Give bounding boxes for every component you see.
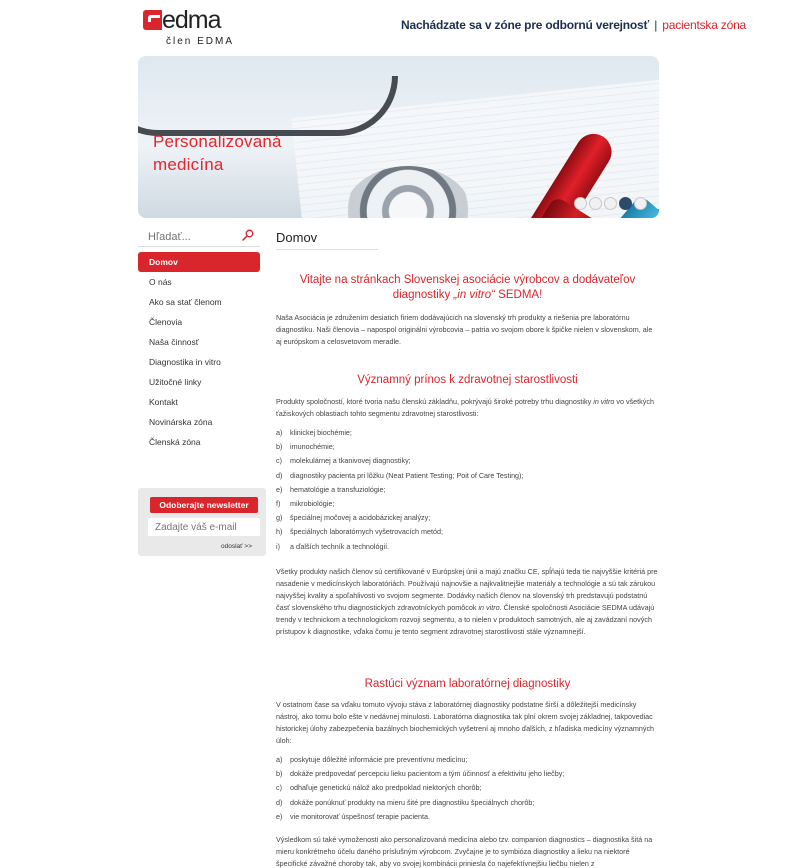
newsletter-box [138,488,266,556]
list-item [276,440,659,454]
products-text-a: Produkty spoločností, ktoré tvoria našu členskú základňu, pokrývajú široké potreby trhu diagnostiky [276,397,594,406]
welcome-text-b: SEDMA! [494,289,543,301]
list-item [276,511,659,525]
logo-subtitle: člen EDMA [166,36,235,47]
patient-zone-link[interactable]: pacientska zóna [662,18,747,32]
certification-text-a: Všetky produkty našich členov sú certifikované v Európskej únii a majú značku CE, spĺňajú teda tie najvyššie kritériá pre nasadenie v medicínskych laboratóriách. Používajú najnovšie a najkvalitnejšie materiály a technológie a sú tak zárukou najvyššej kvality a spoľahlivosti vo svojom segmente. Dodávky našich členov na slovenský trh predstavujú podstatnú časť slovenského trhu diagnostických zdravotníckych pomôcok [276,567,658,612]
list-marker: c) [276,456,282,466]
sidebar-item-clenovia[interactable]: Členovia [149,317,183,327]
list-marker: e) [276,811,283,821]
list-item [276,781,659,795]
list-item [276,767,659,781]
sidebar-item-domov[interactable]: Domov [138,252,260,272]
lab-tasks-list [276,753,659,824]
list-marker: a) [276,755,283,764]
logo-wordmark: edma [162,6,221,34]
list-item-text: dokáže ponúknuť produkty na mieru šité pre diagnostiku špeciálnych chorôb; [290,797,535,807]
list-marker: c) [276,783,282,793]
list-marker: b) [276,442,283,452]
list-item [276,426,659,440]
list-item-text: špeciálnych laboratórnych vyšetrovacích metód; [290,527,444,537]
list-marker: i) [276,541,280,551]
list-item-text: diagnostiky pacienta pri lôžku (Neat Patient Testing; Poit of Care Testing); [290,470,524,480]
zone-separator: | [654,18,658,32]
sidebar-item-o-nas[interactable]: O nás [149,277,172,287]
list-marker: e) [276,484,283,494]
products-in-vitro: in vitro [593,397,615,406]
banner-title-line2: medicína [153,155,224,174]
sidebar-item-uzitocne-linky[interactable]: Užitočné linky [149,377,202,387]
list-item [276,753,659,767]
newsletter-heading: Odoberajte newsletter [150,497,258,513]
list-item [276,540,659,554]
search-icon[interactable] [242,229,254,241]
list-marker: f) [276,499,281,509]
section-heading-rastuci-vyznam: Rastúci význam laboratórnej diagnostiky [364,678,571,690]
certification-paragraph [276,566,659,638]
list-item-text: klinickej biochémie; [290,428,352,437]
hero-banner [138,56,659,218]
newsletter-send-link[interactable]: odoslať >> [221,543,252,550]
slider-dot-3[interactable] [604,197,617,210]
certification-text-b: . Členské spoločnosti Asociácie SEDMA udávajú trendy v technickom a technologickom rozvoji segmentu, a to nielen v produktoch samotných, ale aj zavádzaní nových prístupov k diagnostike, vďaka čomu je tento segment zdravotnej starostlivosti stále významnejší. [276,603,655,636]
slider-dot-2[interactable] [589,197,602,210]
list-item-text: imunochémie; [290,442,335,452]
list-item [276,454,659,468]
list-item-text: mikrobiológie; [290,499,335,509]
list-marker: b) [276,769,283,779]
zone-text: Nachádzate sa v zóne pre odbornú verejnosť [401,18,650,32]
slider-dot-4[interactable] [619,197,632,210]
search-input[interactable] [138,228,238,246]
newsletter-email-input[interactable] [148,518,260,536]
welcome-text-a: Vitajte na stránkach Slovenskej asociácie výrobcov a dodávateľov diagnostiky [299,274,636,301]
list-item [276,497,659,511]
list-marker: d) [276,470,283,480]
list-item-text: molekulárnej a tkanivovej diagnostiky; [290,456,411,466]
list-item [276,469,659,483]
list-item-text: poskytuje dôležité informácie pre preventívnu medicínu; [290,755,468,764]
zone-indicator [401,18,746,32]
personalized-medicine-paragraph: Výsledkom sú také vymoženosti ako personalizovaná medicína alebo tzv. companion diagnostics – diagnostika šitá na mieru konkrétneho účelu daného príslušným výrobcom. Zvyčajne je to symbióza diagnostiky a lieku na niektoré špecifické závažné choroby tak, aby vo svojej kombinácii priniesla čo najefektívnejšiu liečbu nielen z [276,835,653,868]
welcome-in-vitro: „in vitro“ [453,289,495,301]
sidebar-item-ako-sa-stat-clenom[interactable]: Ako sa stať členom [149,297,222,307]
banner-title [153,130,282,176]
growth-paragraph: V ostatnom čase sa vďaku tomuto vývoju stáva z laboratórnej diagnostiky podstatne širší a dôležitejší medicínsky nástroj, ako tomu bolo ešte v nedávnej minulosti. Laboratórna diagnostika tak plní okrem svojej základnej, takpovediac historickej úlohy zabezpečenia bazálnych biochemických vyšetrení aj mnoho ďalších, z hľadiska medicíny významných úloh: [276,700,655,745]
list-marker: d) [276,797,283,807]
certification-in-vitro: in vitro [478,603,500,612]
slider-dot-1[interactable] [574,197,587,210]
sidebar-item-nasa-cinnost[interactable]: Naša činnosť [149,337,199,347]
list-item [276,483,659,497]
banner-title-line1: Personalizovaná [153,132,282,151]
stethoscope-tubing-image [138,76,398,136]
list-item [276,525,659,539]
list-item-text: vie monitorovať úspešnosť terapie pacienta. [290,811,431,821]
sidebar-item-diagnostika-in-vitro[interactable]: Diagnostika in vitro [149,357,221,367]
logo-mark-icon [143,10,162,30]
diagnostics-areas-list [276,426,659,554]
list-item [276,796,659,810]
slider-dot-5[interactable] [634,197,647,210]
list-item-text: a ďalších techník a technológií. [290,541,390,551]
list-item-text: špeciálnej močovej a acidobázickej analýzy; [290,513,431,523]
sidebar-item-clenska-zona[interactable]: Členská zóna [149,437,201,447]
main-content [276,230,659,868]
list-item-text: odhaľuje genetickú nálož ako predpoklad niektorých chorôb; [290,783,482,793]
section-heading-prinos: Významný prínos k zdravotnej starostlivosti [357,374,578,386]
list-item-text: hematológie a transfuziológie; [290,484,386,494]
sedma-logo[interactable] [142,8,242,48]
list-marker: g) [276,513,283,523]
products-text-b: vo všetkých ťažiskových oblastiach tohto segmentu zdravotnej starostlivosti: [276,397,654,418]
list-marker: a) [276,428,283,437]
page-title: Domov [276,230,378,250]
sidebar-nav [138,252,260,452]
sidebar-item-kontakt[interactable]: Kontakt [149,397,178,407]
intro-paragraph: Naša Asociácia je združením desiatich firiem dodávajúcich na slovenský trh produkty a riešenia pre laboratórnu diagnostiku. Naši členovia – napospol originálni výrobcovia – patria vo svojom obore k špičke nielen v slovenskom, ale aj európskom a celosvetovom meradle. [276,313,653,346]
list-marker: h) [276,527,283,537]
list-item [276,810,659,824]
welcome-heading [276,273,659,303]
search-box [138,227,260,247]
products-paragraph [276,396,659,420]
sidebar-item-novinarska-zona[interactable]: Novinárska zóna [149,417,213,427]
slider-dots [574,197,647,210]
list-item-text: dokáže predpovedať percepciu lieku pacientom a tým účinnosť a efektivitu jeho liečby; [290,769,565,779]
